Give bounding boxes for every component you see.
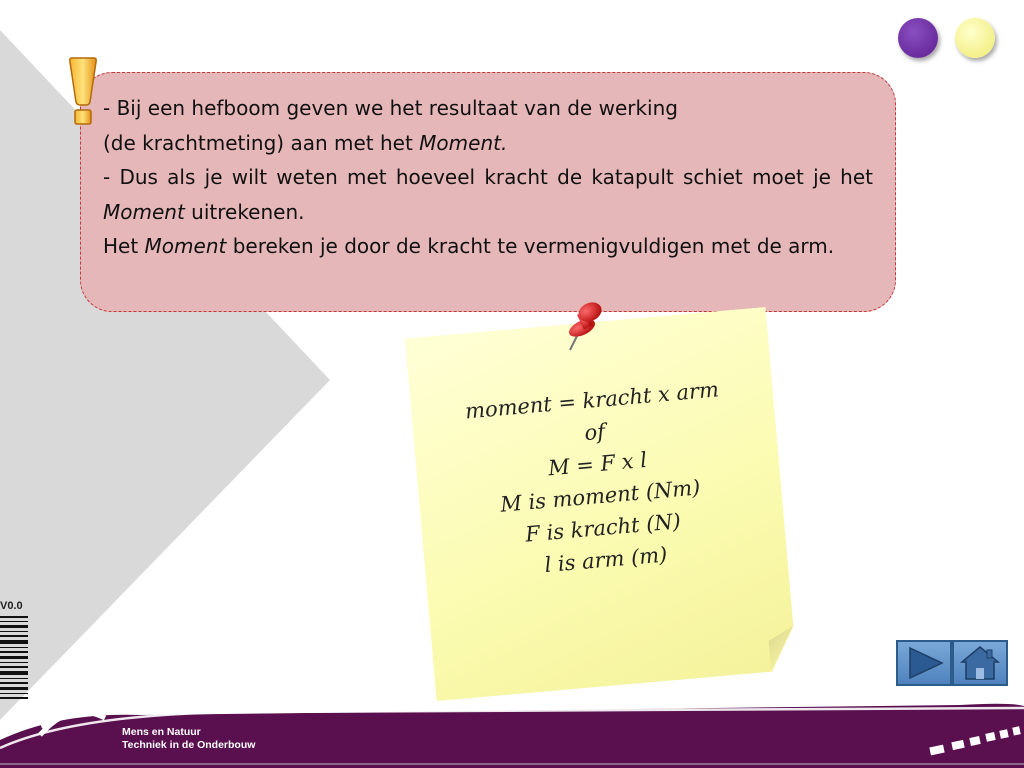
barcode-decoration	[0, 614, 30, 704]
version-label: V0.0	[0, 600, 23, 612]
formula-line-2: of	[583, 419, 606, 446]
formula-line-1: moment = kracht x arm	[464, 377, 720, 424]
next-button[interactable]	[896, 640, 952, 686]
info-line-3-suffix: uitrekenen.	[184, 199, 305, 224]
info-text	[103, 91, 873, 264]
exclamation-icon	[66, 56, 100, 128]
yellow-circle-decoration	[955, 18, 995, 58]
formula-line-3: M = F x l	[547, 447, 648, 481]
formula-line-5: M is moment (Nm)	[499, 475, 702, 517]
purple-circle-decoration	[898, 18, 938, 58]
info-line-1: - Bij een hefboom geven we het resultaat van de werking	[103, 96, 678, 120]
info-line-3	[103, 160, 873, 229]
house-icon	[954, 642, 1006, 684]
info-line-4-text: Het	[103, 234, 145, 258]
home-button[interactable]	[952, 640, 1008, 686]
sticky-note-text	[410, 369, 787, 592]
info-callout-box	[80, 72, 896, 312]
footer-line-1: Mens en Natuur	[122, 726, 201, 738]
sticky-note	[405, 307, 797, 701]
pushpin-icon	[560, 300, 608, 356]
footer-branding	[122, 726, 255, 752]
info-line-4-suffix: bereken je door de kracht te vermenigvuldigen met de arm.	[226, 234, 835, 258]
formula-line-6: F is kracht (N)	[524, 509, 682, 547]
info-line-4-emphasis: Moment	[144, 234, 227, 258]
formula-line-7: l is arm (m)	[543, 542, 669, 578]
footer-line-2: Techniek in de Onderbouw	[122, 739, 256, 751]
info-line-3-text: - Dus als je wilt weten met hoeveel kracht de katapult schiet moet je het	[103, 165, 873, 189]
info-line-2-text: (de krachtmeting) aan met het	[103, 130, 420, 155]
info-line-2	[103, 126, 873, 161]
play-arrow-icon	[898, 642, 950, 684]
info-line-3-emphasis: Moment	[103, 199, 185, 224]
info-line-2-emphasis: Moment.	[419, 130, 508, 155]
info-line-4	[103, 229, 873, 264]
